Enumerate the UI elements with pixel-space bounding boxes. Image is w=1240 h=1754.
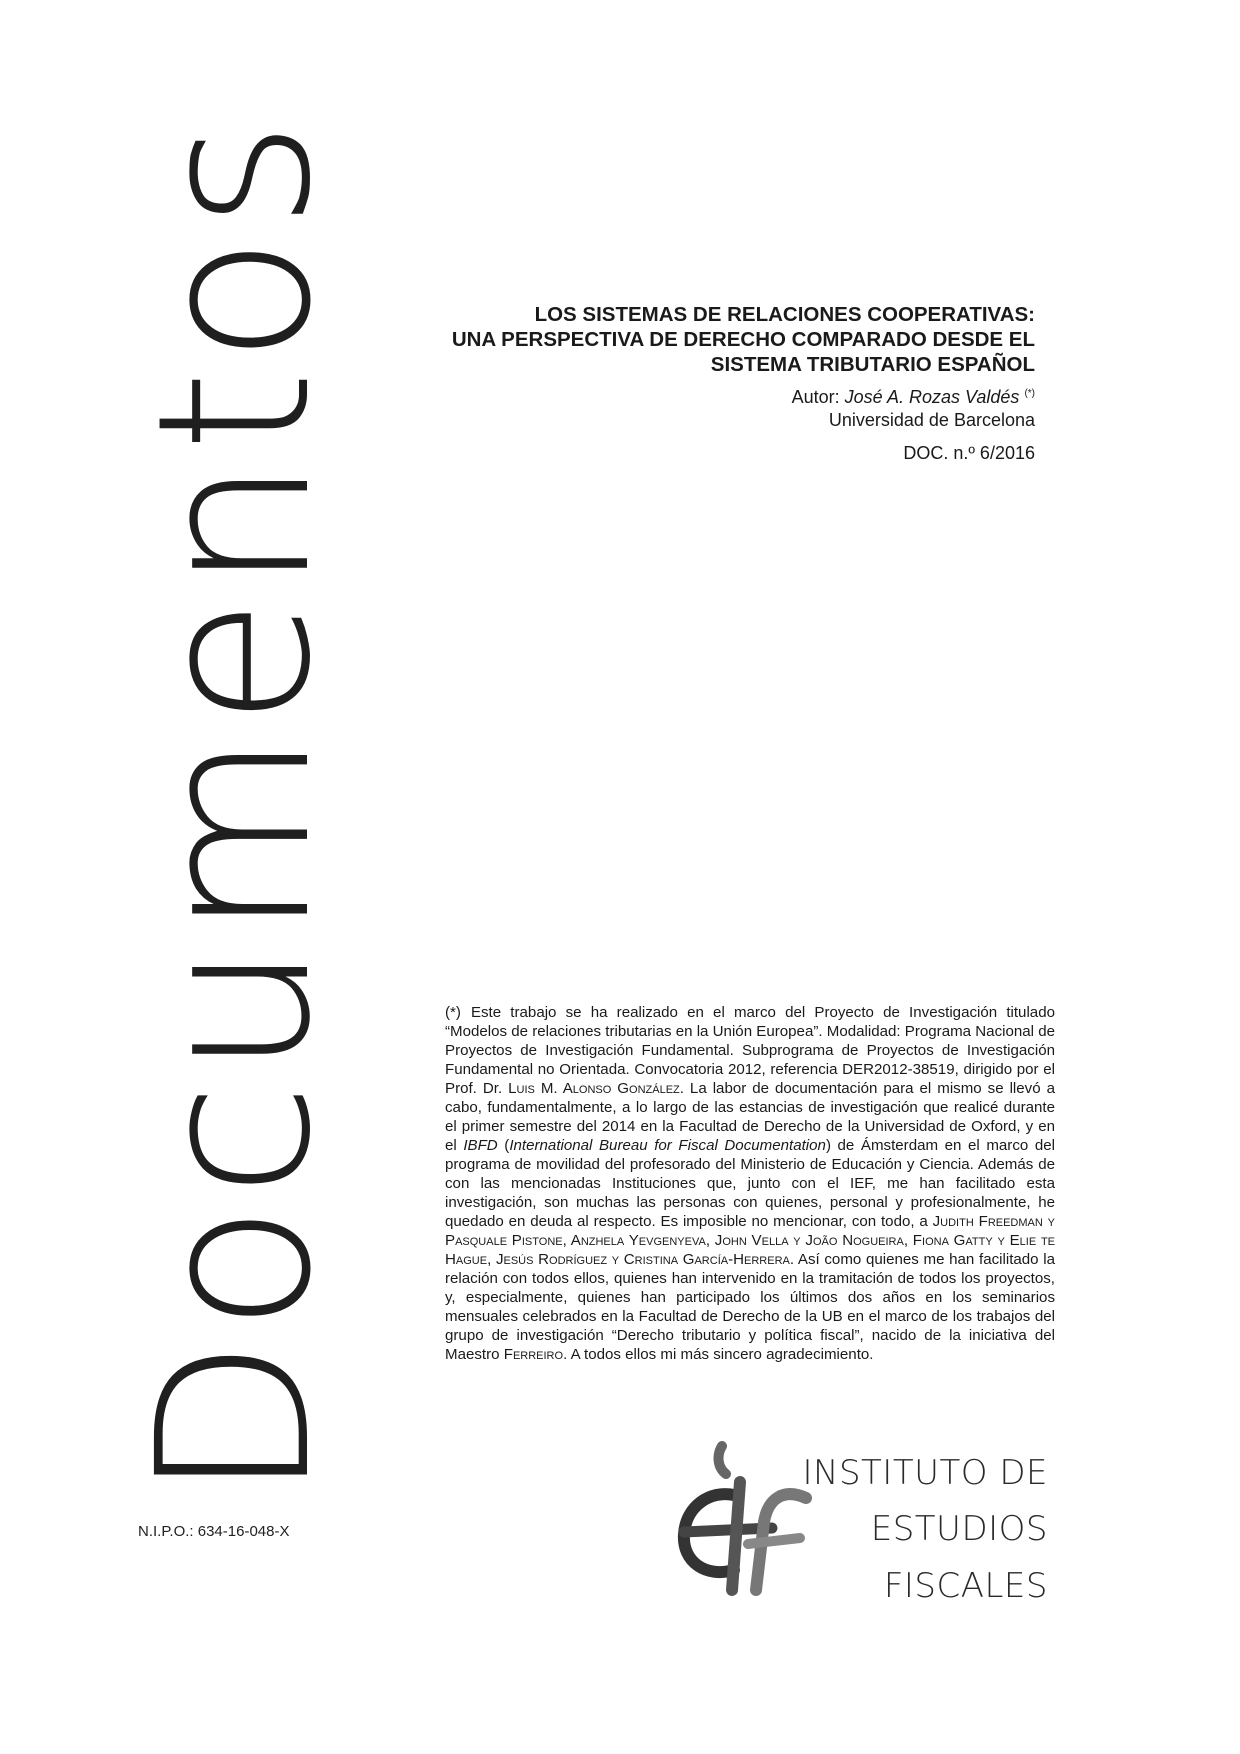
footnote-text-5: . Así como quienes me han facilitado la relación con todos ellos, quienes han intervenido en la tramitación de todos los proyectos, y, especialmente, quienes han participado los últimos dos años en los seminarios mensuales celebrados en la Facultad de Derecho de la UB en el marco de los trabajos del grupo de investigación “Derecho tributario y política fiscal”, nacido de la iniciativa del Maestro [445, 1251, 1055, 1363]
footnote-text-6: . A todos ellos mi más sincero agradecimiento. [563, 1346, 874, 1363]
author-affiliation: Universidad de Barcelona [828, 410, 1035, 430]
institute-name-line-1: INSTITUTO DE [802, 1453, 1048, 1493]
title-line-1: LOS SISTEMAS DE RELACIONES COOPERATIVAS: [534, 303, 1035, 326]
document-title [275, 302, 1035, 377]
documentos-vertical-title: Documentos [112, 114, 357, 1500]
footnote-names: Judith Freedman y Pasquale Pistone, Anzhela Yevgenyeva, John Vella y João Nogueira, Fiona Gatty y Elie te Hague, Jesús Rodríguez y Cristina García-Herrera [445, 1213, 1055, 1268]
acknowledgement-footnote [445, 1003, 1055, 1364]
author-footnote-mark: (*) [1024, 388, 1035, 399]
document-number: DOC. n.º 6/2016 [903, 443, 1035, 463]
author-line [792, 387, 1035, 408]
footnote-text-4: ) de Ámsterdam en el marco del programa de movilidad del profesorado del Ministerio de Educación y Ciencia. Además de con las mencionadas Instituciones que, junto con el IEF, me han facilitado esta investigación, son muchas las personas con quienes, personal y profesionalmente, he quedado en deuda al respecto. Es imposible no mencionar, con todo, a [445, 1137, 1055, 1230]
footnote-mark: (*) [445, 1004, 461, 1021]
footnote-text-3: ( [497, 1137, 510, 1154]
footnote-maestro-name: Ferreiro [503, 1346, 564, 1363]
footnote-director-name: Luis M. Alonso González [508, 1080, 680, 1097]
author-name: José A. Rozas Valdés [844, 387, 1020, 407]
ief-logo-icon [668, 1440, 818, 1605]
title-line-2: UNA PERSPECTIVA DE DERECHO COMPARADO DESDE EL [451, 328, 1035, 351]
footnote-ibfd-full: International Bureau for Fiscal Documentation [509, 1137, 826, 1154]
footnote-text-2: . La labor de documentación para el mismo se llevó a cabo, fundamentalmente, a lo largo de las estancias de investigación que realicé durante el primer semestre del 2014 en la Facultad de Derecho de la Universidad de Oxford, y en el [445, 1080, 1055, 1154]
author-label: Autor: [791, 387, 840, 407]
footnote-ibfd: IBFD [463, 1137, 498, 1154]
institute-name-line-2: ESTUDIOS [870, 1509, 1048, 1549]
institute-name-line-3: FISCALES [883, 1566, 1048, 1606]
footnote-text-1: Este trabajo se ha realizado en el marco del Proyecto de Investigación titulado “Modelos de relaciones tributarias en la Unión Europea”. Modalidad: Programa Nacional de Proyectos de Investigación Fundamental. Subprograma de Proyectos de Investigación Fundamental no Orientada. Convocatoria 2012, referencia DER2012-38519, dirigido por el Prof. Dr. [445, 1004, 1055, 1097]
nipo-code: N.I.P.O.: 634-16-048-X [138, 1523, 290, 1540]
title-line-3: SISTEMA TRIBUTARIO ESPAÑOL [710, 353, 1035, 376]
